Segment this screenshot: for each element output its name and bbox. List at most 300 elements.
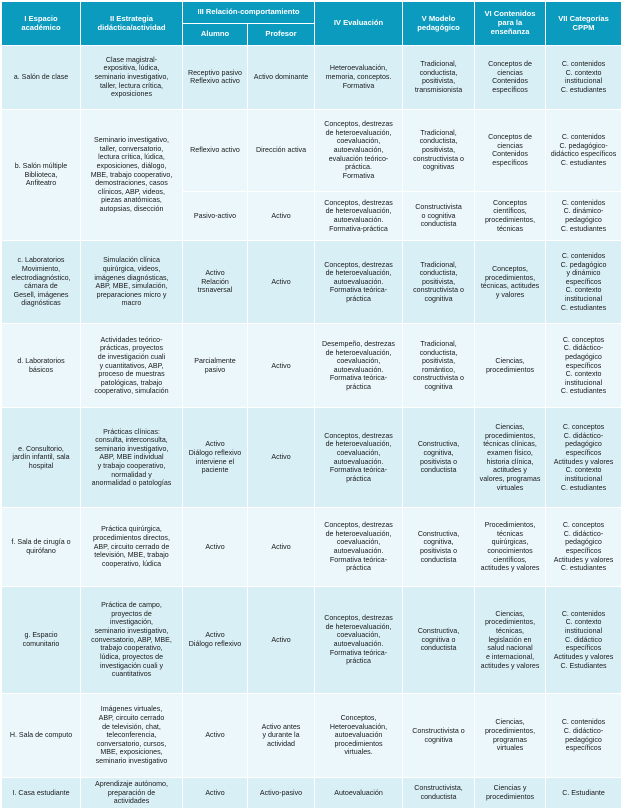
cell-line: hospital bbox=[28, 462, 54, 471]
cell-line: de heteroevaluación, bbox=[325, 440, 392, 449]
cell-line: C. didáctico- bbox=[563, 529, 604, 538]
cell-line: Activo bbox=[205, 731, 225, 740]
cell-line: ABP, circuito cerrado de bbox=[93, 542, 170, 551]
cell-line: positivista o bbox=[419, 547, 458, 556]
cell-categorias bbox=[546, 46, 622, 110]
cell-line: conductista bbox=[420, 555, 457, 564]
cell-alumno bbox=[183, 408, 248, 508]
cell-line: anormalidad o patologías bbox=[91, 479, 172, 488]
cell-line: VII Categorías bbox=[558, 13, 609, 23]
cell-line: seminario investigativo bbox=[95, 757, 168, 766]
cell-contenidos bbox=[475, 778, 546, 809]
cell-line: pedagógico bbox=[565, 215, 602, 224]
cell-line: memoria, conceptos. bbox=[325, 73, 392, 81]
cell-line: positivista o bbox=[419, 457, 458, 466]
cell-line: procedimientos, bbox=[484, 618, 536, 627]
cell-line: Activo bbox=[271, 277, 291, 286]
cell-line: C. conceptos bbox=[562, 423, 605, 432]
cell-line: actitudes y valores bbox=[480, 564, 540, 573]
cell-line: romántico, bbox=[421, 365, 456, 374]
cell-profesor bbox=[248, 693, 315, 777]
cell-line: C. conceptos bbox=[562, 521, 605, 530]
cell-line: procedimientos, bbox=[484, 726, 536, 735]
cell-line: cognitiva o bbox=[421, 635, 456, 644]
cell-line: Ciencias y bbox=[493, 784, 527, 793]
cell-line: actividad bbox=[267, 739, 295, 748]
cell-contenidos bbox=[475, 324, 546, 408]
cell-line: técnicas bbox=[497, 529, 524, 538]
header-relacion: III Relación-comportamiento bbox=[183, 2, 315, 24]
cell-modelo bbox=[403, 778, 475, 809]
cell-line: Ciencias, bbox=[495, 357, 525, 366]
cell-line: preparaciones micro y bbox=[96, 290, 167, 299]
cell-line: Contenidos bbox=[492, 150, 528, 159]
cell-line: C. didáctico- bbox=[563, 726, 604, 735]
cell-estrategia bbox=[81, 693, 183, 777]
cell-line: programas bbox=[493, 735, 527, 744]
cell-alumno bbox=[183, 109, 248, 191]
cell-line: Activo bbox=[205, 542, 225, 551]
cell-line: historia clínica, bbox=[486, 457, 534, 466]
cell-line: C. estudiantes bbox=[560, 483, 607, 492]
cell-line: Formativa teórica- bbox=[329, 555, 388, 564]
cell-line: específicos bbox=[565, 644, 602, 653]
cell-line: e internacional, bbox=[485, 652, 535, 661]
cell-profesor bbox=[248, 324, 315, 408]
cell-line: institucional bbox=[564, 475, 603, 484]
cell-line: a. Salón de clase bbox=[13, 73, 69, 81]
cell-line: pedagógico bbox=[565, 440, 602, 449]
cell-line: Tradicional, bbox=[420, 60, 457, 69]
cell-line: autoevaluación. bbox=[333, 457, 384, 466]
cell-line: procedimientos, bbox=[484, 431, 536, 440]
cell-line: de heteroevaluación, bbox=[325, 622, 392, 631]
strategy-table bbox=[1, 1, 622, 809]
cell-line: constructivista o bbox=[413, 154, 464, 163]
cell-line: C. Estudiante bbox=[562, 788, 605, 797]
cell-line: institucional bbox=[564, 77, 603, 86]
cell-line: Ciencias, bbox=[495, 423, 525, 432]
cell-line: Pasivo-activo bbox=[193, 211, 237, 220]
cell-line: positivista, bbox=[421, 77, 456, 86]
cell-modelo bbox=[403, 693, 475, 777]
cell-estrategia bbox=[81, 241, 183, 324]
cell-line: investigación, bbox=[110, 618, 153, 627]
cell-contenidos bbox=[475, 693, 546, 777]
cell-line: C. contenidos bbox=[561, 251, 606, 260]
table-row bbox=[2, 46, 622, 110]
cell-line: Simulación clínica bbox=[103, 256, 160, 265]
cell-line: Anfiteatro bbox=[25, 179, 57, 188]
cell-line: Activo antes bbox=[261, 722, 301, 731]
header-modelo bbox=[403, 2, 475, 46]
cell-line: Constructiva, bbox=[417, 440, 460, 449]
cell-alumno bbox=[183, 587, 248, 694]
cell-line: autopsias, disección bbox=[99, 205, 164, 214]
cell-line: procedimientos bbox=[485, 365, 535, 374]
cell-profesor bbox=[248, 508, 315, 587]
cell-profesor bbox=[248, 241, 315, 324]
cell-line: H. Sala de computo bbox=[9, 731, 73, 740]
cell-line: proceso de muestras bbox=[98, 370, 165, 379]
cell-line: quirófano bbox=[26, 547, 56, 556]
cell-line: práctica bbox=[346, 295, 371, 304]
header-espacio bbox=[2, 2, 81, 46]
cell-line: Actitudes y valores bbox=[553, 555, 614, 564]
cell-line: Conceptos, destrezas bbox=[324, 260, 393, 269]
cell-evaluacion bbox=[315, 324, 403, 408]
cell-line: conversatorio, cursos, bbox=[96, 739, 167, 748]
cell-line: paciente bbox=[201, 466, 229, 475]
cell-line: básicos bbox=[28, 365, 54, 374]
cell-estrategia bbox=[81, 408, 183, 508]
cell-line: CPPM bbox=[572, 22, 595, 32]
cell-line: Heteroevaluación, bbox=[329, 722, 388, 731]
header-evaluacion: IV Evaluación bbox=[315, 2, 403, 46]
cell-line: C. estudiantes bbox=[560, 158, 607, 167]
cell-categorias bbox=[546, 408, 622, 508]
cell-line: C. pedagógico bbox=[560, 260, 607, 269]
cell-line: conductista, bbox=[419, 137, 458, 146]
cell-line: C. contexto bbox=[565, 466, 602, 475]
cell-line: y cuantitativos, ABP, bbox=[99, 361, 164, 370]
cell-line: Activo-pasivo bbox=[259, 788, 303, 797]
cell-line: institucional bbox=[564, 627, 603, 636]
cell-evaluacion bbox=[315, 778, 403, 809]
cell-line: específicos bbox=[565, 547, 602, 556]
cell-line: didáctico específicos bbox=[550, 150, 617, 159]
cell-espacio bbox=[2, 324, 81, 408]
cell-line: Ciencias, bbox=[495, 718, 525, 727]
cell-line: normalidad y bbox=[111, 470, 152, 479]
table-row bbox=[2, 587, 622, 694]
cell-line: demostraciones, casos bbox=[95, 179, 168, 188]
cell-line: taller, conversatorio, bbox=[99, 144, 164, 153]
cell-line: Conceptos, destrezas bbox=[324, 614, 393, 623]
cell-line: C. pedagógico- bbox=[559, 141, 608, 150]
cell-line: prácticas, proyectos bbox=[99, 344, 164, 353]
cell-line: cognitiva bbox=[424, 295, 453, 304]
cell-espacio bbox=[2, 693, 81, 777]
cell-line: quirúrgicas, bbox=[491, 538, 529, 547]
cell-line: Parcialmente bbox=[194, 357, 236, 366]
cell-line: C. didáctico- bbox=[563, 431, 604, 440]
cell-line: ABP, MBE, simulación, bbox=[95, 282, 168, 291]
cell-line: cognitivas bbox=[422, 163, 455, 172]
cell-line: Tradicional, bbox=[420, 260, 457, 269]
cell-espacio bbox=[2, 46, 81, 110]
cell-line: Activo bbox=[205, 788, 225, 797]
cell-line: de heteroevaluación, bbox=[325, 348, 392, 357]
cell-line: constructivista o bbox=[413, 374, 464, 383]
cell-line: positivista, bbox=[421, 277, 456, 286]
cell-line: Reflexivo activo bbox=[190, 77, 240, 86]
cell-line: científicos, bbox=[493, 555, 527, 564]
cell-line: Actitudes y valores bbox=[553, 457, 614, 466]
cell-line: Constructiva, bbox=[417, 529, 460, 538]
cell-estrategia bbox=[81, 508, 183, 587]
cell-line: actividades bbox=[113, 797, 150, 806]
cell-line: Activo bbox=[271, 635, 291, 644]
cell-evaluacion bbox=[315, 508, 403, 587]
cell-line: televisión, MBE, trabajo bbox=[94, 551, 169, 560]
cell-line: Activo bbox=[205, 269, 225, 278]
cell-evaluacion bbox=[315, 46, 403, 110]
cell-line: Constructivista o bbox=[412, 726, 465, 735]
cell-line: de televisión, chat, bbox=[102, 722, 161, 731]
cell-line: autoevaluación. bbox=[333, 547, 384, 556]
header-categorias bbox=[546, 2, 622, 46]
cell-alumno bbox=[183, 191, 248, 240]
cell-line: Conceptos de bbox=[488, 60, 532, 69]
cell-profesor bbox=[248, 778, 315, 809]
cell-alumno bbox=[183, 778, 248, 809]
table-row bbox=[2, 408, 622, 508]
cell-line: Tradicional, bbox=[420, 339, 457, 348]
cell-line: VI Contenidos bbox=[484, 9, 536, 19]
cell-line: V Modelo bbox=[421, 13, 456, 23]
cell-line: cognitiva, bbox=[423, 538, 454, 547]
header-profesor: Profesor bbox=[248, 24, 315, 46]
cell-line: específicos bbox=[565, 361, 602, 370]
cell-line: seminario investigativo, bbox=[94, 73, 169, 81]
cell-line: comunitario bbox=[22, 640, 60, 649]
cell-line: o cognitiva bbox=[421, 211, 456, 220]
cell-line: específicos bbox=[565, 744, 602, 753]
cell-espacio bbox=[2, 508, 81, 587]
cell-line: para la bbox=[497, 18, 523, 28]
cell-line: conductista bbox=[420, 793, 457, 802]
cell-line: macro bbox=[121, 299, 142, 308]
cell-line: seminario investigativo, bbox=[94, 444, 169, 453]
cell-line: conductista bbox=[420, 466, 457, 475]
cell-line: Diálogo reflexivo bbox=[188, 640, 242, 649]
cell-line: de investigación cuali bbox=[97, 352, 166, 361]
cell-line: coevaluación, bbox=[336, 137, 381, 146]
cell-line: evaluación teórico- bbox=[328, 154, 389, 163]
cell-line: C. didáctico bbox=[564, 635, 603, 644]
cell-line: C. conceptos bbox=[562, 335, 605, 344]
cell-line: cognitiva, bbox=[423, 449, 454, 458]
cell-line: imágenes diagnósticas, bbox=[94, 273, 169, 282]
cell-line: proyectos de bbox=[111, 609, 152, 618]
cell-line: trsnaversal bbox=[197, 286, 233, 295]
cell-line: Formativa-práctica bbox=[329, 224, 388, 233]
cell-line: práctica. bbox=[345, 163, 372, 172]
cell-modelo bbox=[403, 241, 475, 324]
cell-line: Conceptos, bbox=[492, 264, 528, 273]
cell-line: interviene el bbox=[195, 457, 235, 466]
cell-line: I. Casa estudiante bbox=[12, 788, 70, 797]
cell-estrategia bbox=[81, 778, 183, 809]
cell-line: f. Sala de cirugía o bbox=[11, 538, 71, 547]
cell-espacio bbox=[2, 778, 81, 809]
cell-line: Actitudes y valores bbox=[553, 652, 614, 661]
cell-line: expositiva, lúdica, bbox=[103, 64, 160, 73]
cell-categorias bbox=[546, 693, 622, 777]
cell-line: autoevaluación. bbox=[333, 277, 384, 286]
cell-line: C. estudiantes bbox=[560, 85, 607, 94]
cell-line: C. contenidos bbox=[561, 718, 606, 727]
cell-contenidos bbox=[475, 508, 546, 587]
cell-line: académico bbox=[21, 22, 61, 32]
cell-line: d. Laboratorios bbox=[17, 357, 65, 366]
cell-line: pedagógico bbox=[417, 22, 460, 32]
cell-line: Ciencias, bbox=[495, 609, 525, 618]
cell-categorias bbox=[546, 508, 622, 587]
cell-line: b. Salón múltiple bbox=[14, 161, 68, 170]
cell-line: Conceptos, destrezas bbox=[324, 119, 393, 128]
cell-line: positivista, bbox=[421, 145, 456, 154]
cell-line: específicos bbox=[565, 277, 602, 286]
cell-modelo bbox=[403, 408, 475, 508]
cell-line: legislación en bbox=[488, 635, 532, 644]
cell-line: exposiciones, diálogo, bbox=[96, 161, 167, 170]
cell-line: Activo dominante bbox=[253, 73, 309, 81]
cell-line: coevaluación, bbox=[336, 357, 381, 366]
cell-line: cognitiva bbox=[424, 735, 453, 744]
cell-line: Gesell, imágenes bbox=[13, 290, 69, 299]
cell-line: C. estudiantes bbox=[560, 303, 607, 312]
cell-modelo bbox=[403, 191, 475, 240]
cell-line: de heteroevaluación, bbox=[325, 128, 392, 137]
cell-estrategia bbox=[81, 109, 183, 240]
cell-line: trabajo cooperativo, bbox=[100, 644, 163, 653]
cell-line: ABP, MBE individual bbox=[99, 453, 164, 462]
cell-line: Conceptos bbox=[493, 198, 527, 207]
cell-contenidos bbox=[475, 408, 546, 508]
cell-line: taller, lectura crítica, bbox=[99, 81, 164, 90]
cell-line: Activo bbox=[271, 453, 291, 462]
cell-line: investigación cuali y bbox=[99, 661, 164, 670]
cell-line: pedagógico bbox=[565, 538, 602, 547]
table-row bbox=[2, 324, 622, 408]
cell-line: C. didáctico- bbox=[563, 344, 604, 353]
cell-line: Heteroevaluación, bbox=[329, 64, 388, 73]
cell-alumno bbox=[183, 508, 248, 587]
cell-line: C. estudiantes bbox=[560, 564, 607, 573]
cell-line: Constructivista, bbox=[414, 784, 463, 793]
cell-categorias bbox=[546, 191, 622, 240]
cell-line: Relación bbox=[201, 277, 229, 286]
cell-profesor bbox=[248, 587, 315, 694]
cell-line: Activo bbox=[271, 542, 291, 551]
cell-line: Activo bbox=[271, 211, 291, 220]
cell-line: conversatorio, ABP, MBE, bbox=[91, 635, 172, 644]
cell-line: autoevaluación. bbox=[333, 640, 384, 649]
cell-line: examen físico, bbox=[487, 449, 533, 458]
cell-line: Biblioteca, bbox=[24, 170, 58, 179]
cell-line: Práctica quirúrgica, bbox=[101, 525, 162, 534]
cell-profesor bbox=[248, 46, 315, 110]
cell-line: C. contexto bbox=[565, 68, 602, 77]
cell-line: procedimientos, bbox=[484, 215, 536, 224]
cell-line: Formativa bbox=[342, 81, 375, 90]
cell-alumno bbox=[183, 324, 248, 408]
cell-line: Procedimientos, bbox=[484, 521, 536, 530]
cell-line: pasivo bbox=[204, 365, 226, 374]
cell-line: autoevaluación. bbox=[333, 215, 384, 224]
cell-line: lúdica, proyectos de bbox=[99, 652, 164, 661]
cell-alumno bbox=[183, 693, 248, 777]
cell-line: institucional bbox=[564, 295, 603, 304]
cell-line: procedimientos directos, bbox=[93, 534, 170, 543]
cell-line: y dinámico bbox=[566, 269, 601, 278]
header-estrategia bbox=[81, 2, 183, 46]
cell-line: Constructiva, bbox=[417, 627, 460, 636]
cell-line: virtuales bbox=[496, 483, 524, 492]
cell-line: C. dinámico- bbox=[563, 207, 604, 216]
table-row bbox=[2, 241, 622, 324]
cell-line: de heteroevaluación, bbox=[325, 529, 392, 538]
cell-line: conductista, bbox=[419, 348, 458, 357]
cell-line: conductista bbox=[420, 220, 457, 229]
cell-alumno bbox=[183, 46, 248, 110]
cell-line: específicos bbox=[492, 158, 528, 167]
cell-line: específicos bbox=[565, 449, 602, 458]
table-row bbox=[2, 778, 622, 809]
header-alumno: Alumno bbox=[183, 24, 248, 46]
cell-line: virtuales. bbox=[344, 748, 373, 757]
cell-line: Tradicional, bbox=[420, 128, 457, 137]
cell-line: conductista bbox=[420, 644, 457, 653]
cell-line: quirúrgica, videos, bbox=[102, 264, 161, 273]
cell-line: I Espacio bbox=[24, 13, 58, 23]
cell-line: e. Consultorio, bbox=[18, 444, 64, 453]
cell-line: autoevaluación. bbox=[333, 365, 384, 374]
cell-line: Seminario investigativo, bbox=[94, 135, 169, 144]
cell-line: procedimientos, bbox=[484, 273, 536, 282]
cell-line: diagnósticas bbox=[21, 299, 61, 308]
cell-line: preparación de bbox=[107, 788, 156, 797]
cell-line: práctica bbox=[346, 383, 371, 392]
cell-line: autoevaluación bbox=[334, 731, 383, 740]
cell-line: consulta, interconsulta, bbox=[95, 436, 168, 445]
cell-line: Conceptos de bbox=[488, 132, 532, 141]
cell-line: actitudes y valores bbox=[480, 661, 540, 670]
cell-line: MBE, trabajo cooperativo, bbox=[90, 170, 173, 179]
cell-line: C. estudiantes bbox=[560, 224, 607, 233]
cell-line: MBE, exposiciones, bbox=[100, 748, 163, 757]
cell-line: C. contexto bbox=[565, 618, 602, 627]
cell-line: Formativa bbox=[342, 171, 375, 180]
cell-line: y valores bbox=[495, 290, 525, 299]
cell-line: procedimientos bbox=[334, 739, 383, 748]
cell-line: Reflexivo activo bbox=[190, 145, 240, 154]
cell-line: práctica bbox=[346, 475, 371, 484]
cell-line: Práctica de campo, bbox=[101, 601, 162, 610]
cell-line: coevaluación, bbox=[336, 449, 381, 458]
cell-line: actitudes y bbox=[493, 466, 527, 475]
cell-line: ciencias bbox=[497, 68, 523, 77]
cell-line: pedagógico bbox=[565, 352, 602, 361]
table-row bbox=[2, 693, 622, 777]
cell-espacio bbox=[2, 408, 81, 508]
cell-line: Aprendizaje autónomo, bbox=[95, 780, 168, 789]
cell-line: procedimientos bbox=[485, 793, 535, 802]
cell-line: Imágenes virtuales, bbox=[100, 705, 163, 714]
cell-contenidos bbox=[475, 191, 546, 240]
cell-line: C. contexto bbox=[565, 286, 602, 295]
cell-contenidos bbox=[475, 241, 546, 324]
cell-line: c. Laboratorios bbox=[17, 256, 65, 265]
cell-line: Conceptos, destrezas bbox=[324, 431, 393, 440]
cell-line: autoevaluación, bbox=[333, 145, 384, 154]
cell-line: Contenidos bbox=[492, 77, 528, 86]
cell-categorias bbox=[546, 778, 622, 809]
cell-line: II Estrategia bbox=[109, 13, 154, 23]
cell-line: positivista, bbox=[421, 357, 456, 366]
